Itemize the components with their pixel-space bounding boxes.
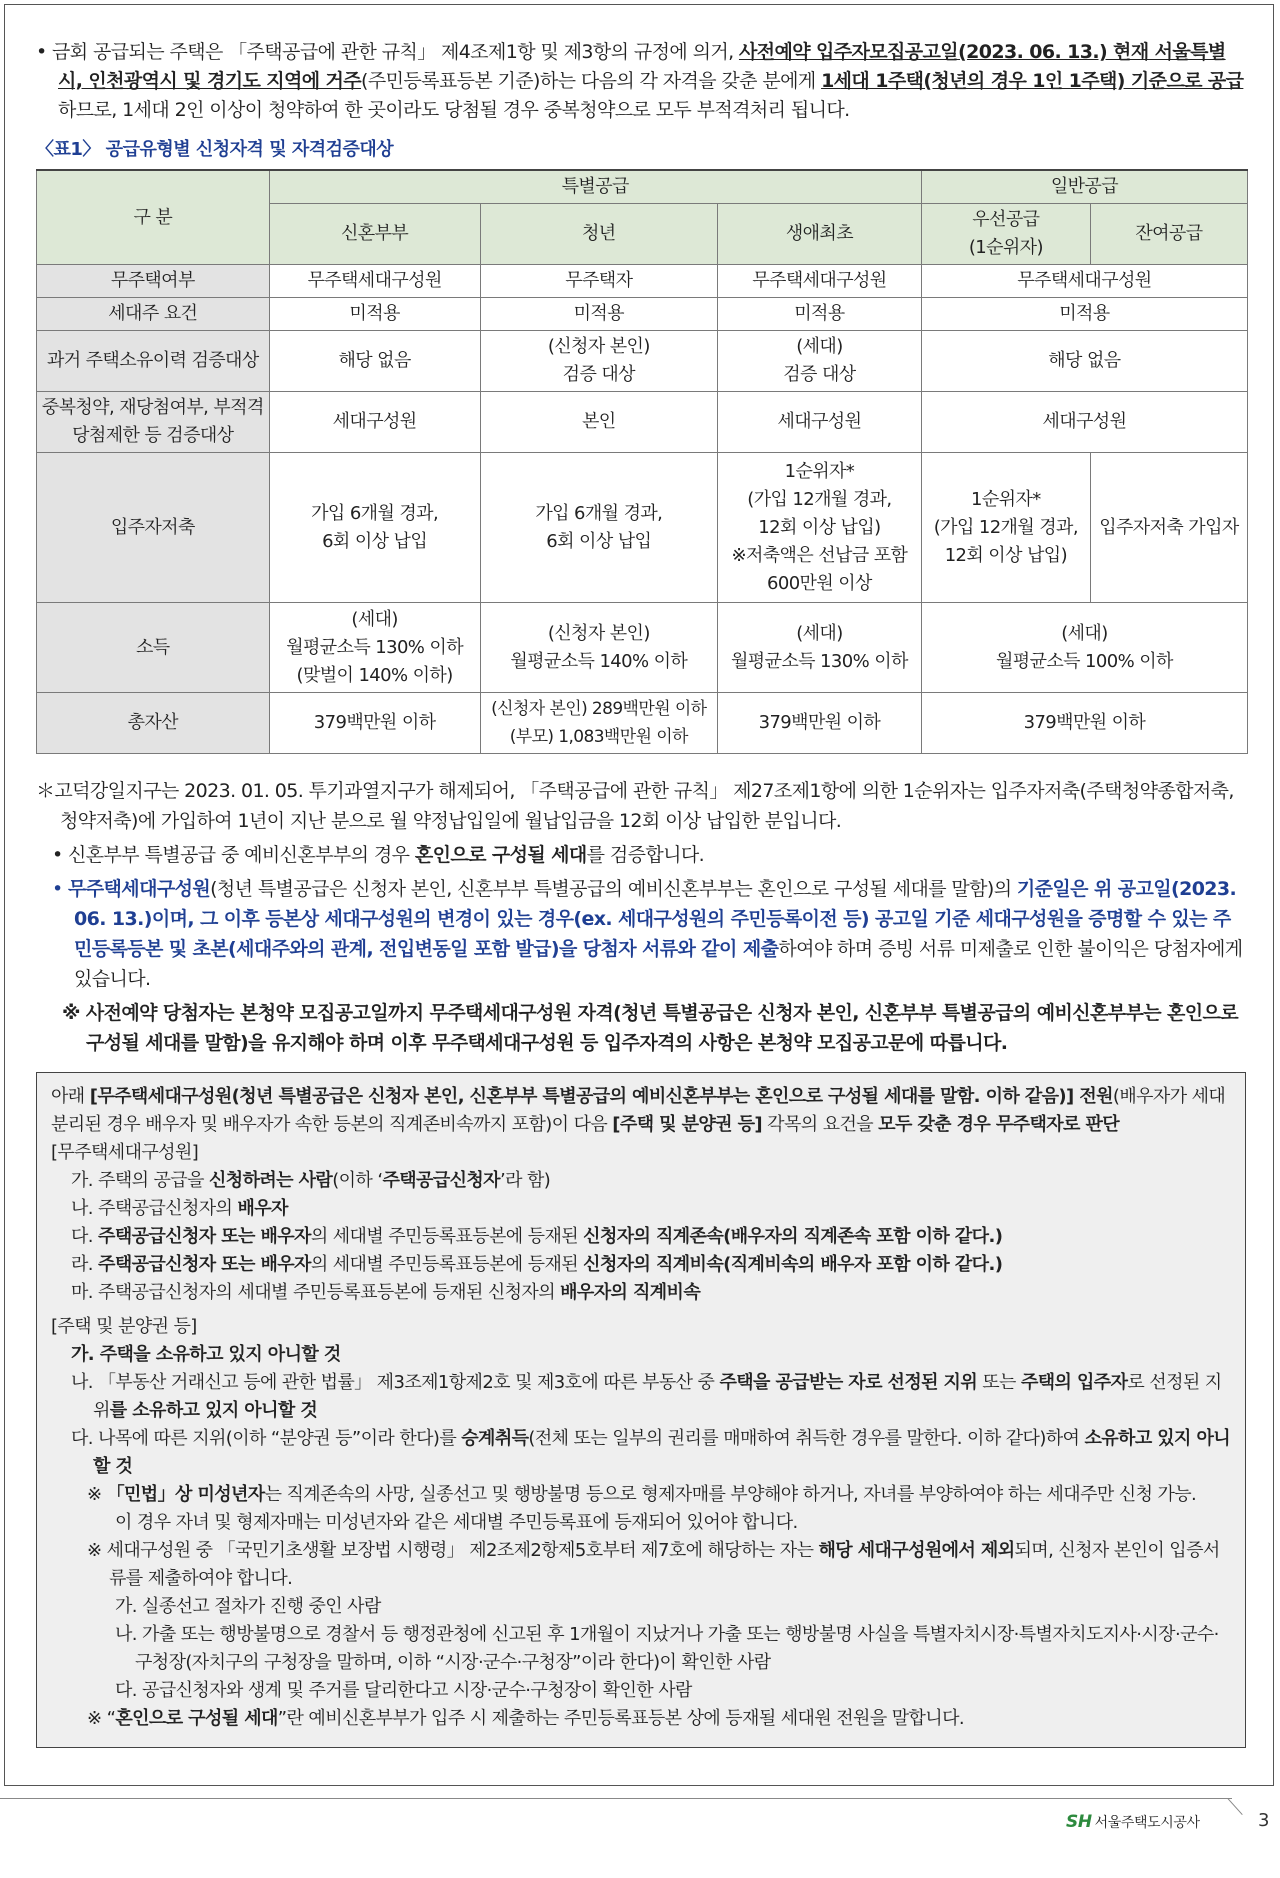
row-label: 과거 주택소유이력 검증대상 [37, 331, 270, 392]
notes-section [36, 776, 1246, 1058]
remark-exclusion: ※ 세대구성원 중 「국민기초생활 보장법 시행령」 제2조제2항제5호부터 제7호에 해당하는 자는 해당 세대구성원에서 제외되며, 신청자 본인이 입증서류를 제출하여야 합니다. [87, 1540, 1220, 1589]
header-first-time: 생애최초 [718, 204, 922, 265]
table-cell: (세대) 검증 대상 [718, 331, 922, 392]
table-row [37, 331, 1248, 392]
table-cell: 379백만원 이하 [718, 693, 922, 754]
table-row [37, 693, 1248, 754]
row-label: 중복청약, 재당첨여부, 부적격 당첨제한 등 검증대상 [37, 392, 270, 453]
header-youth: 청년 [480, 204, 717, 265]
table-cell: 1순위자* (가입 12개월 경과, 12회 이상 납입) [921, 453, 1090, 603]
row-label: 소득 [37, 603, 270, 693]
note-maintain: ※ 사전예약 당첨자는 본청약 모집공고일까지 무주택세대구성원 자격(청년 특별공급은 신청자 본인, 신혼부부 특별공급의 예비신혼부부는 혼인으로 구성될 세대를 말함)을 유지해야 하며 이후 무주택세대구성원 등 입주자격의 사항은 본청약 모집공고문에 따릅니다. [62, 1002, 1239, 1054]
table-cell: (세대) 월평균소득 100% 이하 [921, 603, 1247, 693]
table-cell: 미적용 [269, 298, 480, 331]
table-cell: 무주택세대구성원 [921, 265, 1247, 298]
header-gubun: 구 분 [37, 170, 270, 265]
list-item: 다. 나목에 따른 지위(이하 “분양권 등”이라 한다)를 승계취득(전체 또는 일부의 권리를 매매하여 취득한 경우를 말한다. 이하 같다)하여 소유하고 있지 아니할 것 [71, 1428, 1231, 1477]
note-base-date: • 무주택세대구성원(청년 특별공급은 신청자 본인, 신혼부부 특별공급의 예비신혼부부는 혼인으로 구성될 세대를 말함)의 기준일은 위 공고일(2023. 06. 13.)이며, 그 이후 등본상 세대구성원의 변경이 있는 경우(ex. 세대구성원의 주민등록이전 등) 공고일 기준 세대구성원을 증명할 수 있는 주민등록등본 및 초본(세대주와의 관계, 전입변동일 포함 발급)을 당첨자 서류와 같이 제출하여야 하며 증빙 서류 미제출로 인한 불이익은 당첨자에게 있습니다. [52, 878, 1243, 990]
header-priority: 우선공급 (1순위자) [921, 204, 1090, 265]
table-cell: 1순위자* (가입 12개월 경과, 12회 이상 납입) ※저축액은 선납금 포함 600만원 이상 [718, 453, 922, 603]
table-row [37, 265, 1248, 298]
sh-logo [1066, 1812, 1200, 1832]
table-cell: 무주택자 [480, 265, 717, 298]
list-item: 가. 주택의 공급을 신청하려는 사람(이하 ‘주택공급신청자’라 함) [71, 1170, 551, 1191]
footer-divider [0, 1798, 1232, 1799]
table-row [37, 392, 1248, 453]
table-cell: 미적용 [921, 298, 1247, 331]
table-cell: 세대구성원 [269, 392, 480, 453]
table-row [37, 603, 1248, 693]
footer-divider-slant [1227, 1798, 1242, 1815]
table-cell: (신청자 본인) 289백만원 이하 (부모) 1,083백만원 이하 [480, 693, 717, 754]
table-cell: 세대구성원 [718, 392, 922, 453]
row-label: 총자산 [37, 693, 270, 754]
sh-logo-icon: SH [1066, 1812, 1092, 1832]
note-newlywed: • 신혼부부 특별공급 중 예비신혼부부의 경우 혼인으로 구성될 세대를 검증합니다. [52, 844, 705, 866]
sh-logo-text: 서울주택도시공사 [1094, 1815, 1200, 1831]
table-cell: 미적용 [480, 298, 717, 331]
table-cell: 해당 없음 [921, 331, 1247, 392]
intro-paragraph [36, 38, 1246, 125]
table-cell: 379백만원 이하 [921, 693, 1247, 754]
list-item: 가. 실종선고 절차가 진행 중인 사람 [115, 1596, 381, 1617]
table-cell: (신청자 본인) 월평균소득 140% 이하 [480, 603, 717, 693]
list-item: 나. 가출 또는 행방불명으로 경찰서 등 행정관청에 신고된 후 1개월이 지났거나 가출 또는 행방불명 사실을 특별자치시장·특별자치도지사·시장·군수·구청장(자치구의 구청장을 말하며, 이하 “시장·군수·구청장”이라 한다)이 확인한 사람 [115, 1624, 1219, 1673]
row-label: 무주택여부 [37, 265, 270, 298]
intro-text-2: (주민등록표등본 기준)하는 다음의 각 자격을 갖춘 분에게 [361, 70, 822, 92]
table-row [37, 298, 1248, 331]
header-newlywed: 신혼부부 [269, 204, 480, 265]
table-cell: 세대구성원 [921, 392, 1247, 453]
document-body [36, 38, 1246, 1748]
table-cell: 무주택세대구성원 [269, 265, 480, 298]
header-general: 일반공급 [921, 170, 1247, 204]
page-number: 3 [1258, 1810, 1270, 1831]
table-cell: 미적용 [718, 298, 922, 331]
box-intro: 아래 [무주택세대구성원(청년 특별공급은 신청자 본인, 신혼부부 특별공급의 예비신혼부부는 혼인으로 구성될 세대를 말함. 이하 같음)] 전원(배우자가 세대 분리된 경우 배우자 및 배우자가 속한 등본의 직계존비속까지 포함)이 다음 [주택 및 분양권 등] 각목의 요건을 모두 갖춘 경우 무주택자로 판단 [51, 1086, 1226, 1135]
remark-minor-cont: 이 경우 자녀 및 형제자매는 미성년자와 같은 세대별 주민등록표에 등재되어 있어야 합니다. [115, 1512, 798, 1533]
page-footer [0, 1788, 1280, 1868]
table-cell: 가입 6개월 경과, 6회 이상 납입 [269, 453, 480, 603]
intro-text-1: • 금회 공급되는 주택은 「주택공급에 관한 규칙」 제4조제1항 및 제3항의 규정에 의거, [36, 41, 739, 63]
header-special: 특별공급 [269, 170, 921, 204]
table-caption: 〈표1〉 공급유형별 신청자격 및 자격검증대상 [36, 139, 394, 160]
box-section-members: [무주택세대구성원] [51, 1142, 199, 1163]
box-section-housing: [주택 및 분양권 등] [51, 1316, 197, 1337]
intro-bold-1: 사전예약 입주자모집공고일(2023. 06. 13.) 현재 서울특별시, 인천광역시 및 경기도 지역에 거주 [58, 41, 1226, 92]
table-cell: 본인 [480, 392, 717, 453]
intro-text-3: 하므로, 1세대 2인 이상이 청약하여 한 곳이라도 당첨될 경우 중복청약으로 모두 부적격처리 됩니다. [58, 99, 850, 121]
list-item: 다. 공급신청자와 생계 및 주거를 달리한다고 시장·군수·구청장이 확인한 사람 [115, 1680, 692, 1701]
table-cell: 무주택세대구성원 [718, 265, 922, 298]
table-cell: 입주자저축 가입자 [1090, 453, 1247, 603]
table-cell: (세대) 월평균소득 130% 이하 (맞벌이 140% 이하) [269, 603, 480, 693]
table-cell: 해당 없음 [269, 331, 480, 392]
list-item: 나. 「부동산 거래신고 등에 관한 법률」 제3조제1항제2호 및 제3호에 따른 부동산 중 주택을 공급받는 자로 선정된 지위 또는 주택의 입주자로 선정된 지위를 소유하고 있지 아니할 것 [71, 1372, 1222, 1421]
definition-box [36, 1072, 1246, 1748]
list-item: 나. 주택공급신청자의 배우자 [71, 1198, 288, 1219]
note-gangil: ＊고덕강일지구는 2023. 01. 05. 투기과열지구가 해제되어, 「주택공급에 관한 규칙」 제27조제1항에 의한 1순위자는 입주자저축(주택청약종합저축, 청약저축)에 가입하여 1년이 지난 분으로 월 약정납입일에 월납입금을 12회 이상 납입한 분입니다. [36, 780, 1234, 832]
table-cell: (세대) 월평균소득 130% 이하 [718, 603, 922, 693]
remark-minor: ※ 「민법」상 미성년자는 직계존속의 사망, 실종선고 및 행방불명 등으로 형제자매를 부양해야 하거나, 자녀를 부양하여야 하는 세대주만 신청 가능. [87, 1484, 1197, 1505]
table-row [37, 453, 1248, 603]
list-item: 라. 주택공급신청자 또는 배우자의 세대별 주민등록표등본에 등재된 신청자의 직계비속(직계비속의 배우자 포함 이하 같다.) [71, 1254, 1003, 1275]
row-label: 입주자저축 [37, 453, 270, 603]
header-remaining: 잔여공급 [1090, 204, 1247, 265]
table-cell: 가입 6개월 경과, 6회 이상 납입 [480, 453, 717, 603]
qualification-table [36, 169, 1248, 754]
remark-marriage-household: ※ “혼인으로 구성될 세대”란 예비신혼부부가 입주 시 제출하는 주민등록표등본 상에 등재될 세대원 전원을 말합니다. [87, 1708, 964, 1729]
list-item: 가. 주택을 소유하고 있지 아니할 것 [71, 1344, 341, 1365]
table-cell: (신청자 본인) 검증 대상 [480, 331, 717, 392]
table-cell: 379백만원 이하 [269, 693, 480, 754]
row-label: 세대주 요건 [37, 298, 270, 331]
intro-bold-2: 1세대 1주택(청년의 경우 1인 1주택) 기준으로 공급 [821, 70, 1244, 92]
list-item: 마. 주택공급신청자의 세대별 주민등록표등본에 등재된 신청자의 배우자의 직계비속 [71, 1282, 701, 1303]
list-item: 다. 주택공급신청자 또는 배우자의 세대별 주민등록표등본에 등재된 신청자의 직계존속(배우자의 직계존속 포함 이하 같다.) [71, 1226, 1003, 1247]
